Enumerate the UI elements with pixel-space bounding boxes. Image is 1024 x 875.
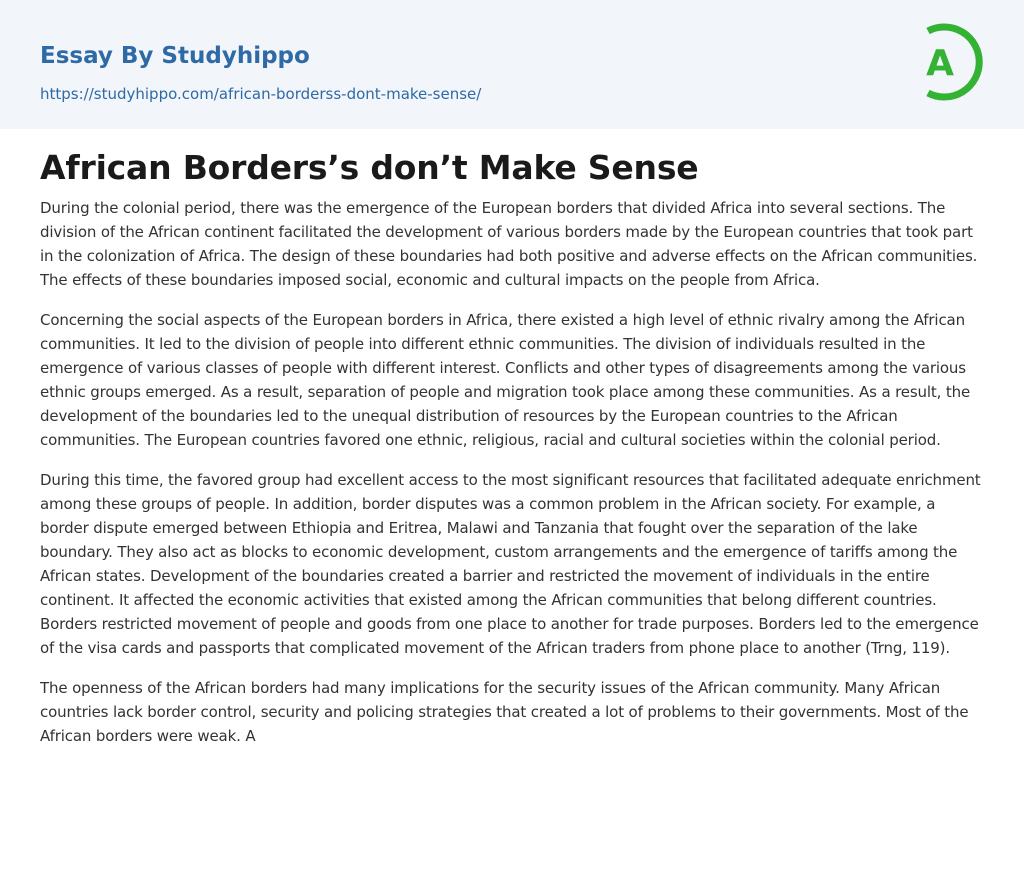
article-title: African Borders’s don’t Make Sense [40,148,699,187]
page-url-link[interactable]: https://studyhippo.com/african-borderss-dont-make-sense/ [40,85,482,103]
logo-letter: A [926,43,954,84]
brand-title[interactable]: Essay By Studyhippo [40,43,310,69]
site-header [0,0,1024,129]
article-paragraph-1: During the colonial period, there was the emergence of the European borders that divided Africa into several sections. The division of the African continent facilitated the development of various borders made by the European countries that took part in the colonization of Africa. The design of these boundaries had both positive and adverse effects on the African communities. The effects of these boundaries imposed social, economic and cultural impacts on the people from Africa. [40,199,978,289]
article-paragraph-2: Concerning the social aspects of the European borders in Africa, there existed a high level of ethnic rivalry among the African communities. It led to the division of people into different ethnic communities. The division of individuals resulted in the emergence of various classes of people with different interest. Conflicts and other types of disagreements among the various ethnic groups emerged. As a result, separation of people and migration took place among these communities. As a result, the development of the boundaries led to the unequal distribution of resources by the European countries to the African communities. The European countries favored one ethnic, religious, racial and cultural societies within the colonial period. [40,311,971,449]
article-paragraph-3: During this time, the favored group had excellent access to the most significant resources that facilitated adequate enrichment among these groups of people. In addition, border disputes was a common problem in the African society. For example, a border dispute emerged between Ethiopia and Eritrea, Malawi and Tanzania that fought over the separation of the lake boundary. They also act as blocks to economic development, custom arrangements and the emergence of tariffs among the African states. Development of the boundaries created a barrier and restricted the movement of individuals in the entire continent. It affected the economic activities that existed among the African communities that belong different countries. Borders restricted movement of people and goods from one place to another for trade purposes. Borders led to the emergence of the visa cards and passports that complicated movement of the African traders from phone place to another (Trng, 119). [40,471,981,657]
article-paragraph-4: The openness of the African borders had many implications for the security issues of the African community. Many African countries lack border control, security and policing strategies that created a lot of problems to their governments. Most of the African borders were weak. A [40,679,969,745]
studyhippo-logo-icon[interactable] [912,19,986,105]
article [0,129,1024,748]
